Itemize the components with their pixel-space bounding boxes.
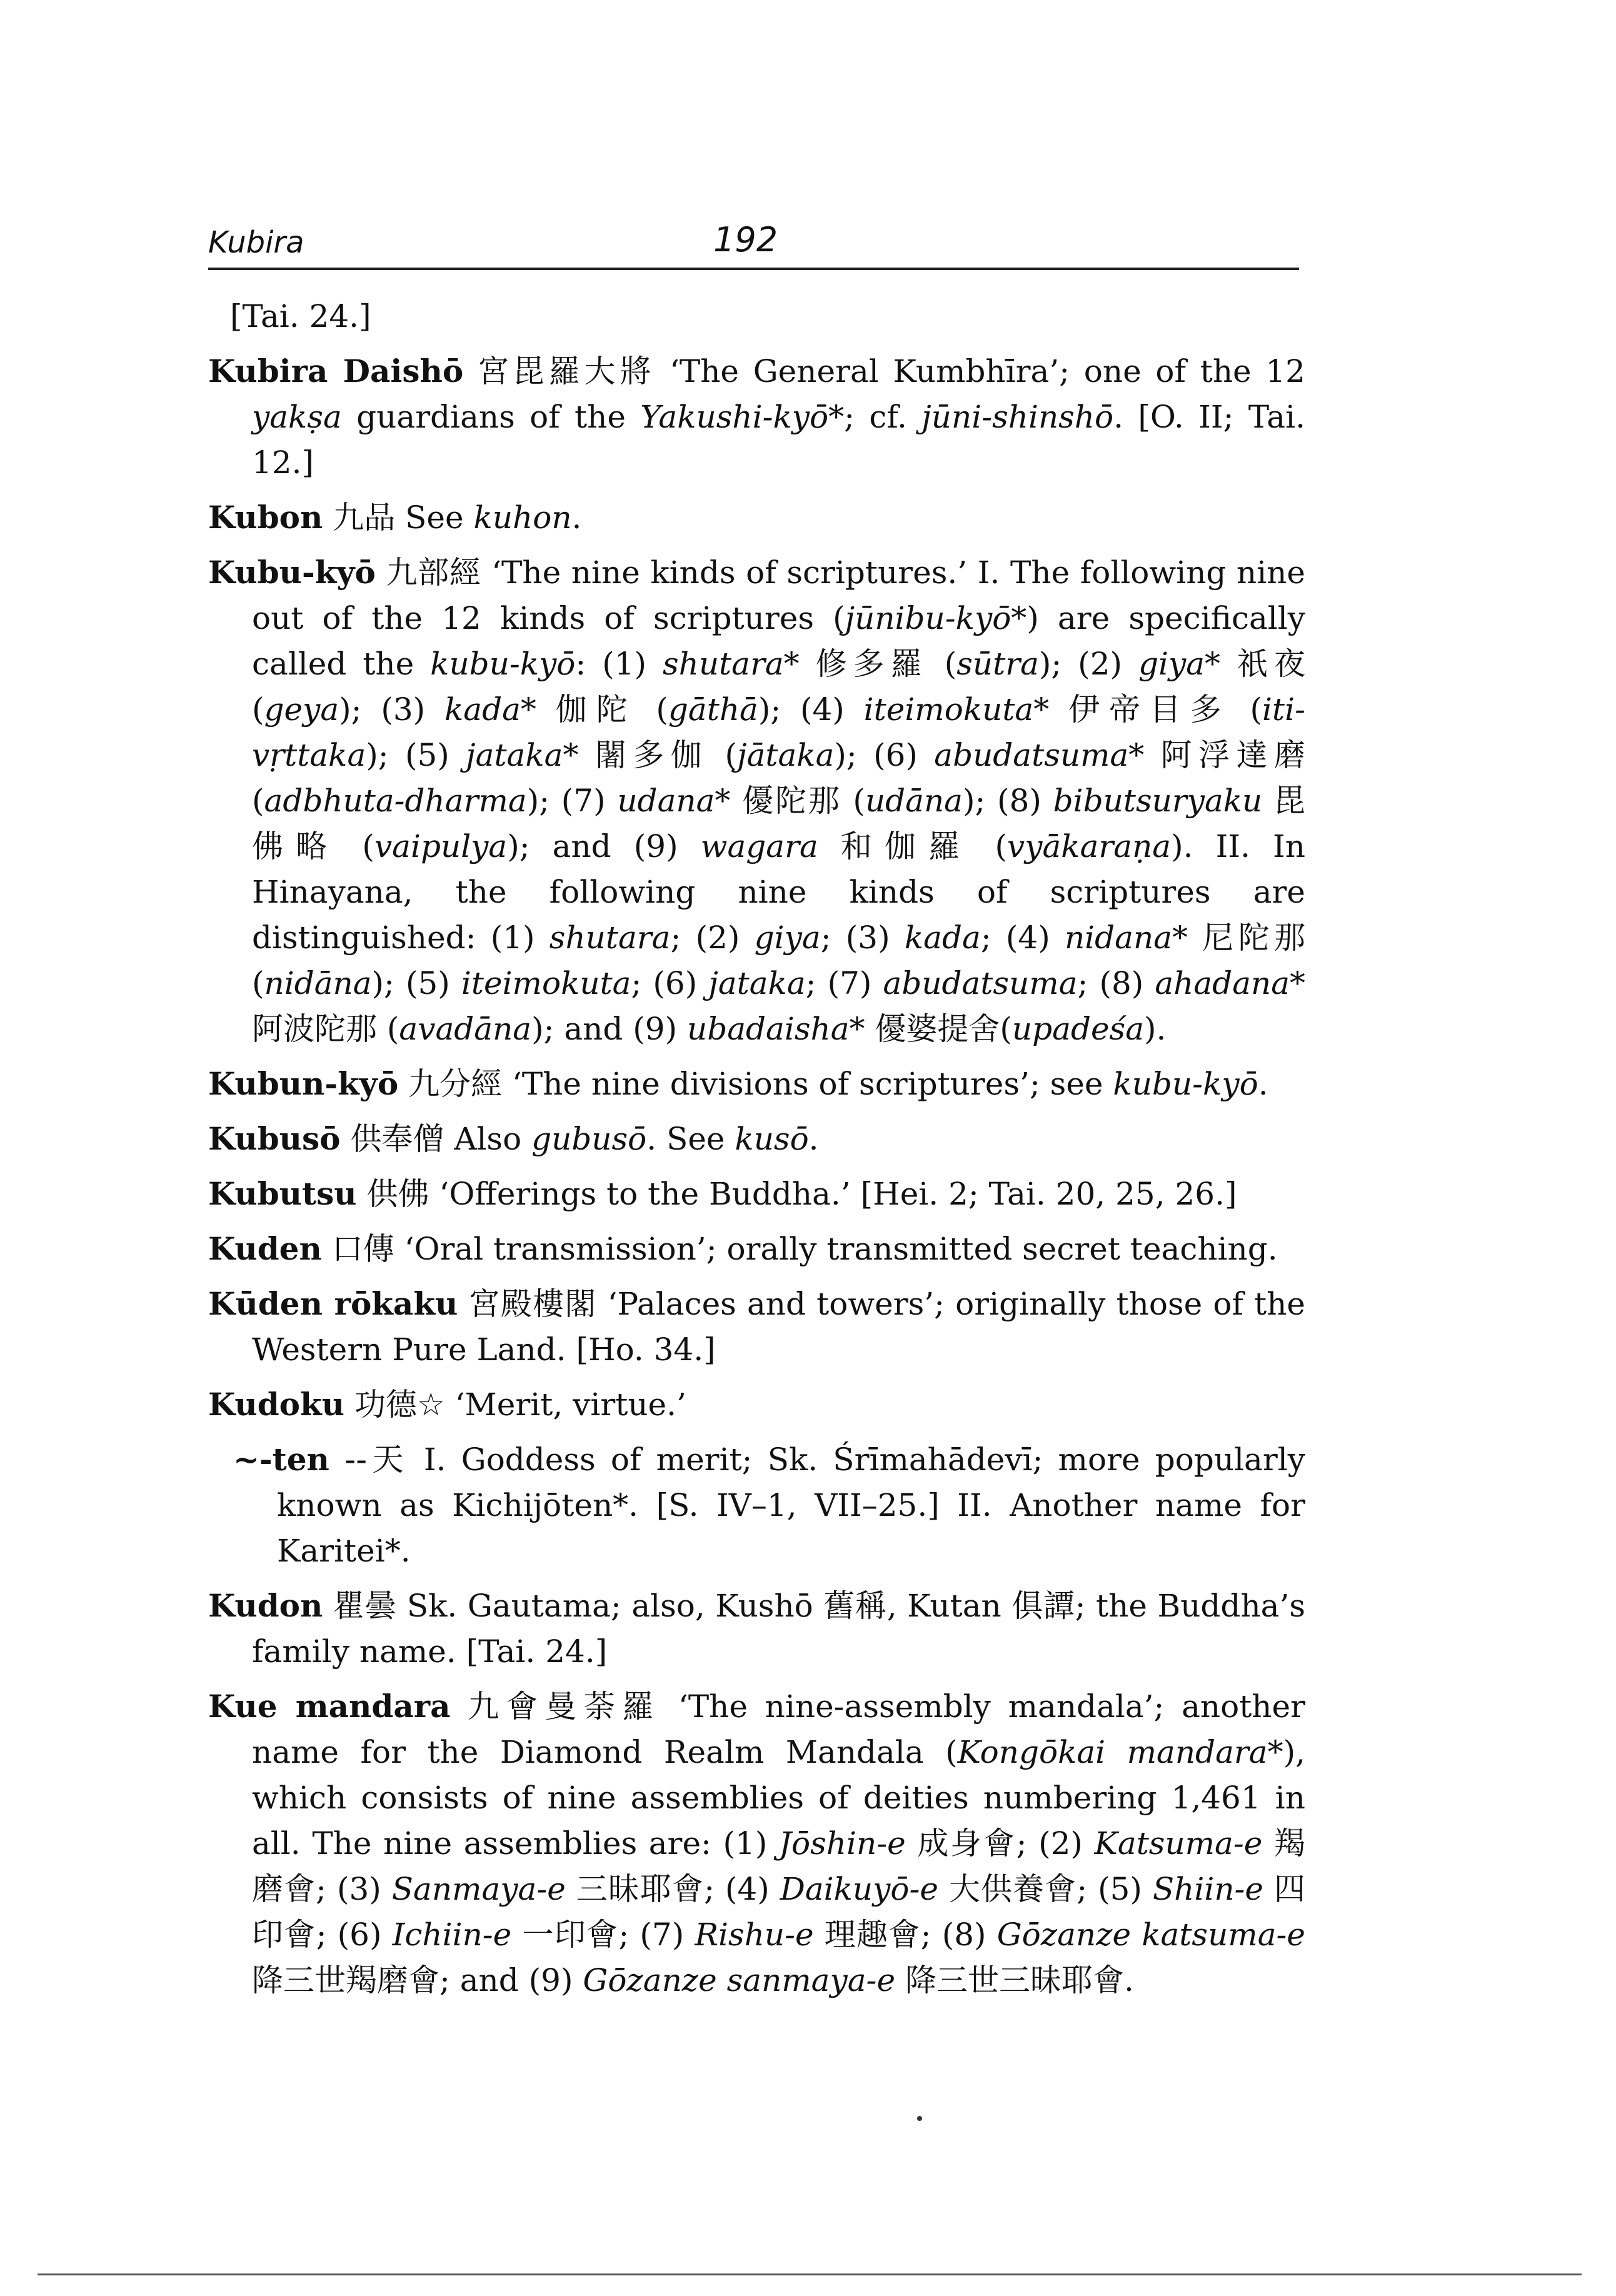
- entry-text: [730, 783, 742, 819]
- entry-text: (: [252, 691, 264, 728]
- entry-kanji: 伽陀: [555, 691, 637, 728]
- entry-text: ‘Offerings to the Buddha.’ [Hei. 2; Tai. 20, 25, 26.]: [429, 1176, 1237, 1212]
- entry-headword: Kubutsu: [208, 1175, 357, 1212]
- entry-kanji: 四印會: [252, 1871, 1305, 1953]
- entry-text: ; (8): [1077, 965, 1155, 1001]
- entry-kanji: 供佛: [366, 1176, 429, 1212]
- entry-text: (: [841, 783, 865, 819]
- entry-text: ); (5): [371, 965, 461, 1001]
- entry-text: I. Goddess of merit; Sk. Śrīmahādevī; more popularly known as Kichijōten*. [S. IV–1, VII–25.] II. Another name for Karitei*.: [277, 1441, 1305, 1569]
- entry-text: ); (7): [526, 783, 618, 819]
- entry-text: [536, 691, 556, 728]
- entry-text: (: [252, 965, 264, 1001]
- entry-text: ; (4): [704, 1871, 780, 1907]
- entry-text: shutara*: [662, 646, 800, 682]
- entry-text: udana*: [617, 783, 731, 819]
- entry-text: [376, 554, 386, 591]
- entry-text: ; (5): [1076, 1871, 1153, 1907]
- entry-kanji: 阿浮達磨: [1160, 737, 1306, 773]
- entry-text: ; (7): [805, 965, 883, 1001]
- entry-headword: Kudoku: [208, 1386, 345, 1423]
- entry-tai-cont: [208, 294, 1305, 339]
- entry-text: [511, 1917, 522, 1953]
- entry-text: upadeśa: [1011, 1011, 1145, 1047]
- entry-kanji: 祇夜: [1236, 646, 1306, 682]
- entry-text: ) are specifically called the: [252, 600, 1305, 682]
- entry-text: Yakushi-kyō*: [640, 399, 845, 435]
- entry-text: [322, 1231, 332, 1267]
- entry-kanji: 舊稱: [823, 1588, 887, 1624]
- entry-text: guardians of the: [341, 399, 641, 435]
- entry-text: ); (8): [962, 783, 1053, 819]
- entry-kubun-kyo: [208, 1061, 1305, 1107]
- entry-text: Rishu-e: [695, 1917, 814, 1953]
- entry-kubira-daisho: [208, 348, 1305, 486]
- entry-text: iteimokuta*: [863, 691, 1050, 728]
- entry-text: [341, 1121, 351, 1157]
- entry-kanji: 一印會: [522, 1917, 619, 1953]
- entry-text: sūtra: [956, 646, 1039, 682]
- entry-text: (: [252, 783, 264, 819]
- entry-text: ubadaisha*: [687, 1011, 865, 1047]
- entry-text: Ichiin-e: [392, 1917, 512, 1953]
- entry-text: nidāna: [264, 965, 372, 1001]
- entry-text: jataka*: [466, 737, 579, 773]
- entry-text: .: [571, 499, 582, 536]
- entry-kanji: 降三世三昧耶會: [905, 1962, 1124, 1998]
- entry-text: ; the Buddha’s family name. [Tai. 24.]: [252, 1588, 1306, 1670]
- entry-text: [814, 1917, 825, 1953]
- entry-text: kusō: [735, 1121, 809, 1157]
- entry-kanji: 三昧耶會: [576, 1871, 705, 1907]
- entry-text: (: [1230, 691, 1263, 728]
- entry-text: [895, 1962, 905, 1998]
- entry-text: [323, 499, 333, 536]
- entry-text: jātaka: [737, 737, 835, 773]
- entry-headword: Kubon: [208, 499, 323, 536]
- entry-text: (: [377, 1011, 399, 1047]
- entry-text: vyākaraṇa: [1006, 828, 1172, 865]
- entry-text: ‘Oral transmission’; orally transmitted secret teaching.: [394, 1231, 1278, 1267]
- entry-kudoku: [208, 1381, 1305, 1428]
- entry-text: [1188, 920, 1202, 956]
- entry-text: wagara: [700, 828, 818, 865]
- entry-text: ); (6): [834, 737, 935, 773]
- entry-text: See: [395, 499, 474, 536]
- entry-kanji: 理趣會: [824, 1917, 921, 1953]
- entry-text: Katsuma-e: [1094, 1825, 1263, 1862]
- entry-text: geya: [264, 691, 339, 728]
- entry-kudon: [208, 1583, 1305, 1675]
- entry-text: kada*: [444, 691, 536, 728]
- entry-text: [Tai. 24.]: [230, 298, 371, 334]
- entry-text: [1144, 737, 1160, 773]
- entry-text: ‘The General Kumbhīra’; one of the 12: [655, 353, 1305, 389]
- entry-kanji: --天: [344, 1441, 409, 1478]
- entry-kanji: 宮毘羅大將: [478, 353, 656, 389]
- entry-text: ; (4): [980, 920, 1065, 956]
- entry-text: adbhuta-dharma: [264, 783, 527, 819]
- entry-text: gubusō: [531, 1121, 647, 1157]
- entry-text: ‘The nine kinds of scriptures.’ I. The following nine out of the 12 kinds of scriptures (: [252, 554, 1305, 636]
- entry-kuden-rokaku: [208, 1281, 1305, 1373]
- entry-text: [938, 1871, 949, 1907]
- entry-kanji: 九分經: [408, 1066, 503, 1102]
- entry-text: ; (6): [631, 965, 709, 1001]
- entry-text: nidana*: [1064, 920, 1188, 956]
- entry-text: [1262, 1825, 1274, 1862]
- entry-text: Shiin-e: [1152, 1871, 1264, 1907]
- entry-kubutsu: [208, 1171, 1305, 1217]
- entry-text: Also: [444, 1121, 532, 1157]
- entry-kanji: 優陀那: [742, 783, 841, 819]
- entry-text: [566, 1871, 576, 1907]
- entry-text: iti-vṛttaka: [252, 691, 1306, 773]
- entry-text: (: [708, 737, 738, 773]
- entry-kanji: 修多羅: [815, 646, 928, 682]
- entry-text: ; cf.: [844, 399, 922, 435]
- entry-kanji: 九部經: [386, 554, 481, 591]
- entry-text: yakṣa: [252, 399, 342, 435]
- entry-text: [906, 1825, 918, 1862]
- entry-text: kubu-kyō: [430, 646, 576, 682]
- entry-text: ; (8): [920, 1917, 997, 1953]
- entry-text: Gōzanze sanmaya-e: [583, 1962, 896, 1998]
- entry-kanji: 尼陀那: [1202, 920, 1305, 956]
- entry-kanji: 羯磨會: [252, 1825, 1305, 1907]
- entry-text: ; (3): [820, 920, 905, 956]
- entry-text: (: [972, 828, 1007, 865]
- entry-text: gāthā: [668, 691, 758, 728]
- entry-headword: Kuden: [208, 1230, 322, 1267]
- entry-kanji: 闍多伽: [595, 737, 709, 773]
- entry-text: ; (6): [316, 1917, 393, 1953]
- entry-text: ); and (9): [507, 828, 701, 865]
- entry-kanji: 瞿曇: [333, 1588, 397, 1624]
- entry-kanji: 阿波陀那: [252, 1011, 377, 1047]
- running-head: [208, 220, 1299, 269]
- entry-text: (: [636, 691, 668, 728]
- entry-text: ; (3): [316, 1871, 392, 1907]
- entry-kanji: 九品: [333, 499, 396, 536]
- entry-headword: Kudon: [208, 1587, 323, 1624]
- entry-kanji: 俱譚: [1011, 1588, 1075, 1624]
- entry-text: [398, 1066, 408, 1102]
- entry-kanji: 優婆提舍: [875, 1011, 1000, 1047]
- entry-kanji: 降三世羯磨會: [252, 1962, 439, 1998]
- entry-text: . [O. II; Tai. 12.]: [252, 399, 1306, 481]
- entry-headword: Kubu-kyō: [208, 554, 376, 591]
- entry-kanji: 成身會: [917, 1825, 1016, 1862]
- entry-text: ; (7): [618, 1917, 695, 1953]
- entry-text: [463, 353, 478, 389]
- entry-text: ); (4): [758, 691, 864, 728]
- entry-text: [818, 828, 841, 865]
- entry-text: [800, 646, 816, 682]
- entry-text: ‘The nine divisions of scriptures’; see: [502, 1066, 1113, 1102]
- entry-text: jūni-shinshō: [921, 399, 1114, 435]
- entry-text: ‘The nine-assembly mandala’; another name for the Diamond Realm Mandala (: [252, 1688, 1306, 1770]
- entry-text: ; and (9): [439, 1962, 583, 1998]
- entry-text: kubu-kyō: [1113, 1066, 1258, 1102]
- entry-kubuso: [208, 1116, 1305, 1162]
- entry-text: [1263, 1871, 1274, 1907]
- page-number: 192: [713, 220, 778, 259]
- entry-headword: Kue mandara: [208, 1688, 451, 1725]
- entry-text: .: [1123, 1962, 1134, 1998]
- entry-kanji: 宮殿樓閣: [468, 1286, 597, 1322]
- entry-text: ); (2): [1038, 646, 1138, 682]
- entry-text: jataka: [708, 965, 806, 1001]
- entry-text: Gōzanze katsuma-e: [996, 1917, 1305, 1953]
- entry-text: ahadana*: [1155, 965, 1306, 1001]
- entry-kanji: 伊帝目多: [1068, 691, 1231, 728]
- entry-text: ).: [1144, 1011, 1167, 1047]
- bottom-rule: [38, 2273, 1582, 2275]
- entry-text: [344, 1386, 354, 1423]
- entry-kudoku-ten: [233, 1436, 1305, 1574]
- entry-text: [451, 1688, 468, 1725]
- entry-text: . See: [646, 1121, 735, 1157]
- entry-text: (: [1000, 1011, 1012, 1047]
- running-head-word: Kubira: [208, 225, 304, 260]
- entry-text: kuhon: [473, 499, 572, 536]
- entry-text: ), which consists of nine assemblies of deities numbering 1,461 in all. The nine assemblies are: (1): [252, 1734, 1305, 1862]
- entry-text: [578, 737, 595, 773]
- entry-text: Jōshin-e: [779, 1825, 906, 1862]
- header-rule: [208, 268, 1299, 270]
- entry-kanji: 供奉僧: [350, 1121, 444, 1157]
- entry-text: ); and (9): [531, 1011, 687, 1047]
- entry-text: [458, 1286, 468, 1322]
- entry-text: ). II. In Hinayana, the following nine kinds of scriptures are distinguished: (1): [252, 828, 1306, 956]
- entry-text: bibutsuryaku: [1053, 783, 1263, 819]
- entry-text: iteimokuta: [461, 965, 631, 1001]
- entry-text: [1049, 691, 1068, 728]
- entry-text: .: [808, 1121, 819, 1157]
- entry-text: giya: [754, 920, 821, 956]
- entry-text: shutara: [549, 920, 671, 956]
- entry-text: Daikuyō-e: [780, 1871, 938, 1907]
- entry-headword: Kubun-kyō: [208, 1065, 399, 1102]
- entry-headword: Kūden rōkaku: [208, 1285, 458, 1322]
- entry-text: jūnibu-kyō*: [845, 600, 1027, 636]
- entry-kanji: 大供養會: [948, 1871, 1077, 1907]
- entry-text: : (1): [575, 646, 663, 682]
- entry-headword: Kubira Daishō: [208, 353, 464, 389]
- entry-kanji: 功德☆: [354, 1386, 445, 1423]
- entry-kubu-kyo: [208, 549, 1305, 1052]
- entry-kubon: [208, 494, 1305, 541]
- entry-text: avadāna: [399, 1011, 532, 1047]
- entry-text: giya*: [1138, 646, 1221, 682]
- entry-text: abudatsuma*: [934, 737, 1145, 773]
- entry-headword: Kubusō: [208, 1120, 341, 1157]
- entry-text: .: [1258, 1066, 1268, 1102]
- entry-kanji: 口傳: [331, 1231, 394, 1267]
- scan-speck: [917, 2116, 922, 2121]
- entry-text: [357, 1176, 367, 1212]
- entry-text: ; (2): [670, 920, 755, 956]
- entry-text: [323, 1588, 333, 1624]
- entry-text: (: [339, 828, 374, 865]
- entry-headword: ~-ten: [233, 1441, 329, 1478]
- entry-text: kada: [904, 920, 981, 956]
- entry-kanji: 毘佛略: [252, 783, 1306, 865]
- entry-kuden: [208, 1226, 1305, 1272]
- entry-text: [1262, 783, 1274, 819]
- entry-text: abudatsuma: [883, 965, 1078, 1001]
- entry-text: Kongōkai mandara*: [957, 1734, 1283, 1770]
- entry-text: [865, 1011, 875, 1047]
- entry-text: [329, 1441, 344, 1478]
- entry-kanji: 和伽羅: [840, 828, 973, 865]
- entry-text: udāna: [865, 783, 963, 819]
- entry-text: [1220, 646, 1237, 682]
- entry-text: ‘Palaces and towers’; originally those of the Western Pure Land. [Ho. 34.]: [252, 1286, 1305, 1368]
- entry-kanji: 九會曼荼羅: [468, 1688, 661, 1725]
- entry-text: (: [928, 646, 957, 682]
- entry-text: ; (2): [1016, 1825, 1095, 1862]
- entry-text: Sanmaya-e: [391, 1871, 566, 1907]
- entry-text: ); (5): [366, 737, 466, 773]
- entry-text: ); (3): [339, 691, 444, 728]
- entry-text: Sk. Gautama; also, Kushō: [396, 1588, 824, 1624]
- entry-text: vaipulya: [374, 828, 508, 865]
- entry-text: ‘Merit, virtue.’: [444, 1386, 686, 1423]
- entry-text: , Kutan: [886, 1588, 1012, 1624]
- entry-kue-mandara: [208, 1683, 1305, 2003]
- entry-list: [208, 294, 1305, 2012]
